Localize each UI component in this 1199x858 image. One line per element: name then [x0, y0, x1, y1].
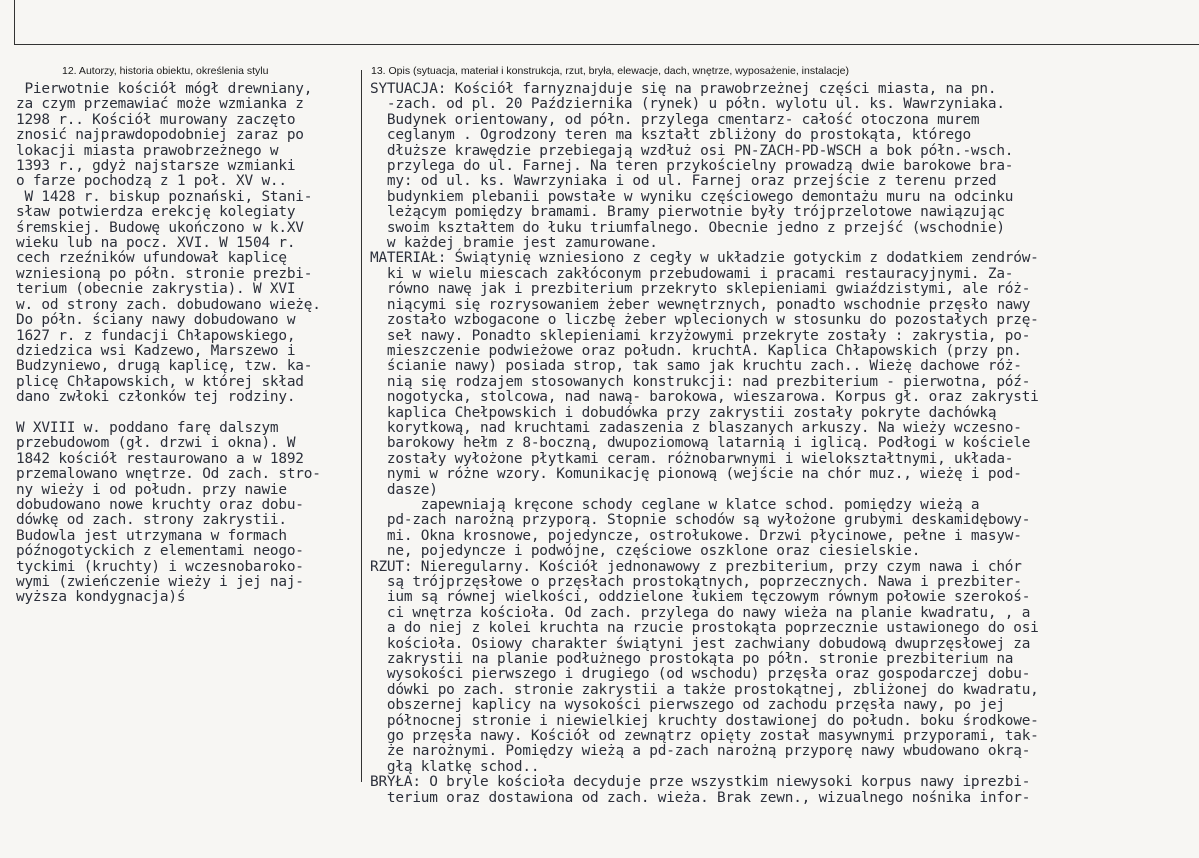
description-text-column: [370, 82, 1199, 806]
history-text: Pierwotnie kościół mógł drewniany, za czym przemawiać może wzmianka z 1298 r.. Kościół murowany zaczęto znosić najprawdopodobniej zaraz po lokacji miasta prawobrzeżnego w 1393 r., gdyż najstarsze wzmianki o farze pochodzą z 1 poł. XV w.. W 1428 r. biskup poznański, Stani- sław potwierdza erekcję kolegiaty śremskiej. Budowę ukończono w k.XV wieku lub na pocz. XVI. W 1504 r. cech rzeźników ufundował kaplicę wzniesioną po półn. stronie prezbi- terium (obecnie zakrystia). W XVI w. od strony zach. dobudowano wieżę. Do półn. ściany nawy dobudowano w 1627 r. z fundacji Chłapowskiego, dziedzica wsi Kadzewo, Marszewo i Budzyniewo, drugą kaplicę, tzw. ka- plicę Chłapowskich, w której skład dano zwłoki członków tej rodziny. W XVIII w. poddano farę dalszym przebudowom (gł. drzwi i okna). W 1842 kościół restaurowano a w 1892 przemalowano wnętrze. Od zach. stro- ny wieży i od połudn. przy nawie dobudowano nowe kruchty oraz dobu- dówkę od zach. strony zakrystii. Budowla jest utrzymana w formach późnogotyckich z elementami neogo- tyckimi (kruchty) i wczesnobaroko- wymi (zwieńczenie wieży i jej naj- wyższa kondygnacja)ś: [16, 81, 321, 606]
form-top-box: [14, 0, 1199, 45]
description-text: SYTUACJA: Kościół farnyznajduje się na prawobrzeżnej części miasta, na pn. -zach. od pl. 20 Października (rynek) u półn. wylotu ul. ks. Wawrzyniaka. Budynek orientowany, od półn. przylega cmentarz- całość otoczona murem ceglanym . Ogrodzony teren ma kształt zbliżony do prostokąta, którego dłuższe krawędzie przebiegają wzdłuż osi PN-ZACH-PD-WSCH a bok półn.-wsch. przylega do ul. Farnej. Na teren przykościelny prowadzą dwie barokowe bra- my: od ul. ks. Wawrzyniaka i od ul. Farnej oraz przejście z terenu przed budynkiem plebanii powstałe w wyniku częściowego demontażu muru na odcinku leżącym pomiędzy bramami. Bramy pierwotnie były trójprzelotowe nawiązując swoim kształtem do łuku triumfalnego. Obecnie jedno z przejść (wschodnie) w każdej bramie jest zamurowane. MATERIAŁ: Świątynię wzniesiono z cegły w układzie gotyckim z dodatkiem zendrów- ki w wielu miescach zakłóconym przebudowami i pracami restauracyjnymi. Za- równo nawę jak i prezbiterium przekryto sklepieniami gwiaździstymi, ale róż- niącymi się rozrysowaniem żeber wewnętrznych, ponadto wschodnie przęsło nawy zostało wzbogacone o liczbę żeber wplecionych w stosunku do pozostałych przę- seł nawy. Ponadto sklepieniami krzyżowymi przekryte zostały : zakrystia, po- mieszczenie podwieżowe oraz połudn. kruchtA. Kaplica Chłapowskich (przy pn. ścianie nawy) posiada strop, tak samo jak kruchtu zach.. Wieżę dachowe róż- nią się rodzajem stosowanych konstrukcji: nad prezbiterium - pierwotna, póź- nogotycka, stolcowa, nad nawą- barokowa, wieszarowa. Korpus gł. oraz zakrysti kaplica Chełpowskich i dobudówka przy zakrystii zostały pokryte dachówką korytkową, nad kruchtami zadaszenia z blaszanych arkuszy. Na wieży wczesno- barokowy hełm z 8-boczną, dwupoziomową latarnią i iglicą. Podłogi w kościele zostały wyłożone płytkami ceram. różnobarwnymi i wielokształtnymi, układa- nymi w różne wzory. Komunikację pionową (wejście na chór muz., wieżę i pod- dasze) zapewniają kręcone schody ceglane w klatce schod. pomiędzy wieżą a pd-zach narożną przyporą. Stopnie schodów są wyłożone grubymi deskamidębowy- mi. Okna krosnowe, pojedyncze, ostrołukowe. Drzwi płycinowe, pełne i masyw- ne, pojedyncze i podwójne, częściowe oszklone oraz ciesielskie. RZUT: Nieregularny. Kościół jednonawowy z prezbiterium, przy czym nawa i chór są trójprzęsłowe o przęsłach prostokątnych, poprzecznych. Nawa i prezbiter- ium są równej wielkości, oddzielone łukiem tęczowym równym połowie szerokoś- ci wnętrza kościoła. Od zach. przylega do nawy wieża na planie kwadratu, , a a do niej z kolei kruchta na rzucie prostokąta poprzecznie ustawionego do osi kościoła. Osiowy charakter świątyni jest zachwiany dobudową dwuprzęsłowej za zakrystii na planie podłużnego prostokąta po półn. stronie prezbiterium na wysokości pierwszego i drugiego (od wschodu) przęsła oraz gospodarczej dobu- dówki po zach. stronie zakrystii a także prostokątnej, zbliżonej do kwadratu, obszernej kaplicy na wysokości pierwszego od zachodu przęsła nawy, po jej północnej stronie i niewielkiej kruchty dostawionej do połudn. boku środkowe- go przęsła nawy. Kościół od zewnątrz opięty został masywnymi przyporami, tak- że narożnymi. Pomiędzy wieżą a pd-zach narożną przyporę nawy wbudowano okrą- głą klatkę schod.. BRYŁA: O bryle kościoła decyduje prze wszystkim niewysoki korpus nawy iprezbi- terium oraz dostawiona od zach. wieża. Brak zewn., wizualnego nośnika infor-: [370, 81, 1039, 806]
section-12-header: 12. Autorzy, historia obiektu, określenia stylu: [62, 65, 269, 77]
column-divider: [361, 70, 362, 782]
history-text-column: [16, 82, 359, 606]
section-13-header: 13. Opis (sytuacja, materiał i konstrukcja, rzut, bryła, elewacje, dach, wnętrze, wyposażenie, instalacje): [371, 65, 849, 77]
